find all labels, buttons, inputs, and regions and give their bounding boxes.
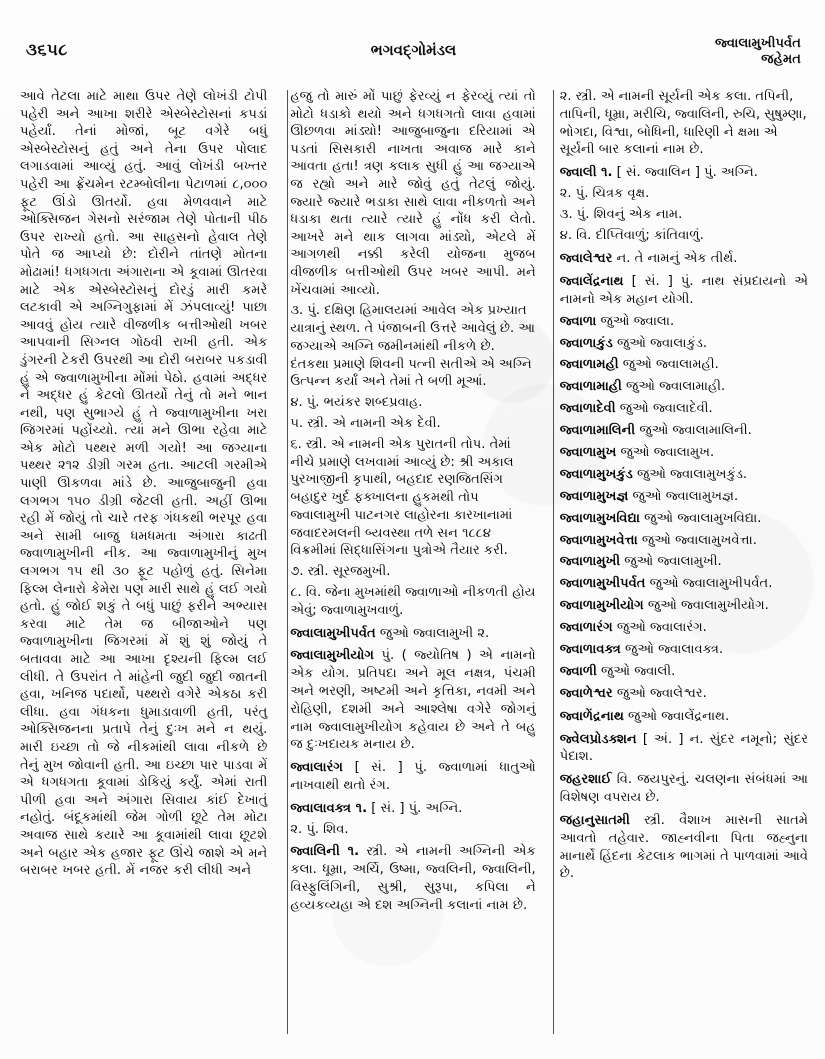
cross-reference-entry xyxy=(560,422,808,440)
sense-definition: ૨. પું. શિવ. xyxy=(290,821,349,837)
dictionary-entry xyxy=(560,708,808,726)
entry-definition: જુઓ જ્વાલેશ્વર. xyxy=(612,685,707,701)
dictionary-entry xyxy=(290,759,535,795)
cross-reference-entry xyxy=(560,532,808,550)
column-2 xyxy=(278,88,546,1040)
guide-words xyxy=(715,36,801,68)
entry-definition: [ સં. ] પું. જ્વાળામાં ધાતુઓ નાખવાથી થતો રંગ. xyxy=(290,760,536,794)
entry-definition: સ્ત્રી. વૈશાખ માસની સાતમે આવતો તહેવાર. જાહ્નવીના પિતા જહ્નુના માનાર્થે હિંદના કેટલાક ભાગમાં તે પાળવામાં આવે છે. xyxy=(559,813,809,882)
cross-reference-entry xyxy=(560,400,808,418)
entry-headword: જ્વાળાવક્ત્ર xyxy=(559,641,621,657)
cross-reference-entry xyxy=(560,378,808,396)
sense-definition: ૨. પું. ચિત્રક વૃક્ષ. xyxy=(559,186,650,202)
entry-definition: પું. ( જ્યોતિષ ) એ નામનો એક યોગ. પ્રતિપદા અને મૂલ નક્ષત્ર, પંચમી અને ભરણી, અષ્ટમી અને કૃત્તિકા, નવમી અને રોહિણી, દશમી અને આશ્લેષા વગેરે જોગનું નામ જ્વાલામુખીયોગ કહેવાય છે અને તે બહુ જ દુઃખદાયક મનાય છે. xyxy=(290,648,536,753)
entry-definition: જુઓ જ્વાલાદેવી. xyxy=(615,401,713,417)
cross-reference-entry xyxy=(560,313,808,331)
entry-definition: જુઓ જ્વાલામુખકુંડ. xyxy=(632,466,748,482)
entry-definition: જુઓ જ્વાલેંદ્રનાથ. xyxy=(623,708,730,724)
cross-reference-entry xyxy=(560,575,808,593)
entry-headword: જ્વાલામુખીપર્વત xyxy=(290,625,376,641)
dictionary-entry xyxy=(560,731,808,767)
entry-definition: ન. તે નામનું એક તીર્થ. xyxy=(612,250,738,266)
column-3 xyxy=(547,88,808,1040)
text-columns xyxy=(20,88,808,1040)
entry-headword: જ્વાળેશ્વર xyxy=(559,685,613,701)
sense-definition: ૪. વિ. દીપ્તિવાળું; કાંતિવાળું. xyxy=(559,227,704,243)
entry-definition: જુઓ જ્વાલારંગ. xyxy=(612,620,707,636)
entry-definition: જુઓ જ્વાલાકુંડ. xyxy=(612,335,708,351)
entry-definition: જુઓ જ્વાલામુખીપર્વત. xyxy=(645,576,773,592)
entry-definition: [ સં. ] પું. નાથ સંપ્રદાયનો એ નામનો એક મહાન યોગી. xyxy=(559,273,809,307)
sense-definition: ૩. પું. શિવનું એક નામ. xyxy=(559,206,683,222)
entry-definition: [ સં. ] પું. અગ્નિ. xyxy=(367,800,463,816)
narrative-paragraph-continued: હજુ તો મારું મોં પાછું ફેરવ્યું ન ફેરવ્યું ત્યાં તો મોટો ધડાકો થયો અને ધગધગતો લાવા હવામાં ઊછળવા માંડ્યો! આજુબાજુના દરિયામાં એ પડતાં સિસકારી નાખતા અવાજ મારે કાને આવતા હતા! ત્રણ કલાક સુધી હું આ જગ્યાએ જ રહ્યો અને મારે જોવું હતું તેટલું જોયું. જ્યારે જ્યારે ભડાકા સાથે લાવા નીકળતો અને ધડાકા થતા ત્યારે ત્યારે હું નોંધ કરી લેતો. આખરે મને થાક લાગવા માંડ્યો, એટલે મેં આગળથી નક્કી કરેલી યોજના મુજબ વીજળીક બત્તીઓથી ઉપર ખબર આપી. મને ખેંચવામાં આવ્યો. xyxy=(290,89,536,298)
entry-headword: જ્વાળામુખવિદ્યા xyxy=(559,510,640,526)
cross-reference-entry xyxy=(560,488,808,506)
narrative-paragraph: આવે તેટલા માટે માથા ઉપર તેણે લોખંડી ટોપી પહેરી અને આખા શરીરે એસ્બેસ્ટોસનાં કપડાં પહેર્યાં. તેનાં મોજાં, બૂટ વગેરે બધું એસ્બેસ્ટોસનું હતું અને તેના ઉપર પોલાદ લગાડવામાં આવ્યું હતું. આવું લોખંડી બખ્તર પહેરી આ ફ્રેંચમેન રટમ્બોલીના પેટાળમાં ૮,૦૦૦ ફૂટ ઊંડો ઊતર્યો. હવા મેળવવાને માટે ઓક્સિજન ગેસનો સરંજામ તેણે પોતાની પીઠ ઉપર રાખ્યો હતો. આ સાહસનો હેવાલ તેણે પોતે જ આપ્યો છે: દોરીને તાંતણે મોતના મોઢામાં! ધગધગતા અંગારાના એ કૂવામાં ઊતરવા માટે એક એસ્બેસ્ટોસનું દોરડું મારી કમરે લટકાવી એ અગ્નિગુફામાં મેં ઝંપલાવ્યું! પાછા આવવું હોય ત્યારે વીજળીક બત્તીઓથી ખબર આપવાની સિગ્નલ ગોઠવી રાખી હતી. એક ડુંગરની ટેકરી ઉપરથી આ દોરી બરાબર પકડાવી હું એ જ્વાળામુખીના મોંમાં પેઠો. હવામાં અદ્ધર ને અદ્ધર હું કેટલો ઊતર્યો તેનું તો મને ભાન નથી, પણ સુભાગ્યે હું તે જ્વાળામુખીના ખરા જિગરમાં પહોંચ્યો. ત્યાં મને ઊભા રહેવા માટે એક મોટો પથ્થર મળી ગયો! આ જગ્યાના પથ્થર ૨૧૨ ડીગ્રી ગરમ હતા. આટલી ગરમીએ પાણી ઊકળવા માંડે છે. આજુબાજુની હવા લગભગ ૧૫૦ ડીગ્રી જેટલી હતી. અહીં ઊભા રહી મેં જોયું તો ચારે તરફ ગંધકથી ભરપૂર હવા અને સામી બાજુ ધમધમતા અંગારા કાઢતી જ્વાળામુખીની નીક. આ જ્વાળામુખીનું મુખ લગભગ ૧૫ થી ૩૦ ફૂટ પહોળું હતું. સિનેમા ફિલ્મ લેનારો કેમેરા પણ મારી સાથે હું લઈ ગયો હતો. હું જોઈ શકું તે બધું પાછું ફરીને અભ્યાસ કરવા માટે તેમ જ બીજાઓને પણ જ્વાળામુખીના જિગરમાં મેં શું શું જોયું તે બતાવવા માટે આ આખા દૃશ્યની ફિલ્મ લઈ લીધી. તે ઉપરાંત તે માંહેની જુદી જુદી જાતની હવા, ખનિજ પદાર્થો, પથ્થરો વગેરે એકઠા કરી લીધા. હવા ગંધકના ધુમાડાવાળી હતી, પરંતુ ઓક્સિજનના પ્રતાપે તેનું દુઃખ મને ન થયું. મારી ઇચ્છા તો જે નીકમાંથી લાવા નીકળે છે તેનું મુખ જોવાની હતી. આ ઇચ્છા પાર પાડવા મેં એ ધગધગતા કૂવામાં ડોકિયું કર્યું. એમાં રાતી પીળી હવા અને અંગારા સિવાય કાંઈ દેખાતું નહોતું. બંદૂકમાંથી જેમ ગોળી છૂટે તેમ મોટા અવાજ સાથે કયારે આ કૂવામાંથી લાવા છૂટશે અને બહાર એક હજાર ફૂટ ઊંચે જાશે એ મને બરાબર ખબર હતી. મેં નજર કરી લીધી અને xyxy=(20,89,268,879)
entry-definition: [ અં. ] ન. સુંદર નમૂનો; સુંદર પેદાશ. xyxy=(559,731,809,765)
entry-definition: જુઓ જ્વાલામુખી. xyxy=(620,554,722,570)
entry-headword: જ્વાળામુખજ્ઞ xyxy=(559,488,629,504)
cross-reference-entry xyxy=(560,641,808,659)
cross-reference-entry xyxy=(560,444,808,462)
sense-definition: ૭. સ્ત્રી. સૂરજમુખી. xyxy=(290,564,391,580)
dictionary-entry xyxy=(290,625,535,643)
entry-headword: જ્વેલપ્રોડક્શન xyxy=(559,731,637,747)
entry-headword: જ્વાળામુખ xyxy=(559,444,617,460)
cross-reference-entry xyxy=(560,510,808,528)
entry-headword: જ્વાળામુખીપર્વત xyxy=(559,576,646,592)
dictionary-entry xyxy=(560,250,808,268)
running-head xyxy=(26,34,801,82)
entry-headword: જ્વાલિની ૧. xyxy=(290,844,360,860)
entry-headword: જ્વાળામુખીયોગ xyxy=(559,598,644,614)
entry-definition: જુઓ જ્વાલામાહી. xyxy=(621,379,726,395)
book-title: ભગવદ્ગોમંડલ xyxy=(370,41,457,59)
entry-definition: જુઓ જ્વાલા. xyxy=(596,313,675,329)
cross-reference-entry xyxy=(560,335,808,353)
entry-headword: જ્વાલાવક્ત્ર ૧. xyxy=(290,800,368,816)
entry-headword: જ્વાલેશ્વર xyxy=(559,250,613,266)
sense-definition: ૨. સ્ત્રી. એ નામની સૂર્યની એક કલા. તપિની, તાપિની, ધૂમ્રા, મરીચિ, જ્વાલિની, રુચિ, સુષુમ્ણા, ભોગદા, વિશ્વા, બોધિની, ધારિણી ને ક્ષમા એ સૂર્યની બાર કલાનાં નામ છે. xyxy=(559,89,807,158)
entry-headword: જ્વાળામાલિની xyxy=(559,423,636,439)
dictionary-entry xyxy=(290,647,535,754)
cross-reference-entry xyxy=(560,553,808,571)
dictionary-entry xyxy=(290,800,535,818)
cross-reference-entry xyxy=(560,466,808,484)
entry-headword: જ્વાળારંગ xyxy=(559,620,613,636)
dictionary-entry xyxy=(560,273,808,309)
entry-headword: જ્વાલેંદ્રનાથ xyxy=(559,273,624,289)
entry-headword: જહરશાઈ xyxy=(559,772,612,788)
sense-definition: ૩. પું. દક્ષિણ હિમાલયમાં આવેલ એક પ્રખ્યાત યાત્રાનું સ્થળ. તે પંજાબની ઉત્તરે આવેલું છે. આ જગ્યાએ અગ્નિ જમીનમાંથી નીકળે છે. દંતકથા પ્રમાણે શિવની પત્ની સતીએ એ અગ્નિ ઉત્પન્ન કર્યાં અને તેમાં તે બળી મૂઆં. xyxy=(290,303,536,390)
sense-definition: ૬. સ્ત્રી. એ નામની એક પુરાતની તોપ. તેમાં નીચે પ્રમાણે લખવામાં આવ્યું છે: શ્રી અકાલ પુરખાજીની કૃપાથી, બહદાદ રણજિતસિંગ બહાદુર ખુર્દ ફક્ખાલના હુકમથી તોપ જ્વાલામુખી પાટનગર લાહોરના કારખાનામાં જવાદરમલની બ્યવસ્થા તળે સન ૧૮૮૪ વિક્રમીમાં સિદ્ધાસિંગના પુત્રોએ તૈયાર કરી. xyxy=(290,436,514,559)
entry-definition: સ્ત્રી. એ નામની અગ્નિની એક કલા. ધૂમ્રા, અર્ચિ, ઉષ્મા, જ્વલિની, જ્વાલિની, વિસ્ફુલિંગિની, સુશ્રી, સુરૂપા, કપિલા ને હવ્યકવ્યહા એ દશ અગ્નિની કલાનાં નામ છે. xyxy=(290,844,536,913)
entry-headword: જ્વાળામુખી xyxy=(559,554,621,570)
dictionary-entry xyxy=(290,843,535,914)
entry-definition: જુઓ જ્વાલામુખીયોગ. xyxy=(643,598,769,614)
guide-word-last: જહેમત xyxy=(761,52,801,68)
cross-reference-entry xyxy=(560,663,808,681)
entry-headword: જ્વાળા xyxy=(559,313,597,329)
entry-definition: જુઓ જ્વાલી. xyxy=(596,663,676,679)
entry-headword: જ્વાળામાહી xyxy=(559,379,622,395)
entry-definition: જુઓ જ્વાલામુખવિદ્યા. xyxy=(639,510,762,526)
entry-headword: જ્વાલારંગ xyxy=(290,760,343,776)
dictionary-entry xyxy=(560,771,808,807)
cross-reference-entry xyxy=(560,619,808,637)
entry-definition: જુઓ જ્વાલામુખ. xyxy=(616,444,715,460)
entry-headword: જ્વાળામુખકુંડ xyxy=(559,466,633,482)
sense-definition: ૮. વિ. જેના મુખમાંથી જ્વાળાઓ નીકળતી હોય એવું; જ્વાળામુખવાળું. xyxy=(290,585,536,618)
sense-definition: ૪. પું. ભયંકર શબ્દપ્રવાહ. xyxy=(290,395,423,411)
entry-headword: જ્વાળામહી xyxy=(559,357,619,373)
guide-word-first: જ્વાલામુખીપર્વત xyxy=(714,36,801,51)
sense-definition: ૫. સ્ત્રી. એ નામની એક દેવી. xyxy=(290,415,441,431)
entry-definition: જુઓ જ્વાલાવક્ત્ર. xyxy=(620,641,724,657)
entry-definition: વિ. જયપુરનું. ચલણના સંબંધમાં આ વિશેષણ વપરાય છે. xyxy=(559,772,809,806)
entry-definition: [ સં. જ્વાલિન ] પું. અગ્નિ. xyxy=(612,165,758,181)
entry-definition: જુઓ જ્વાલામુખી ૨. xyxy=(375,625,490,641)
dictionary-entry xyxy=(560,164,808,182)
entry-headword: જ્વાલામુખીયોગ xyxy=(290,648,374,664)
cross-reference-entry xyxy=(560,356,808,374)
entry-headword: જહાનુસાતમી xyxy=(559,813,630,829)
entry-definition: જુઓ જ્વાલામુખજ્ઞ. xyxy=(628,488,739,504)
entry-headword: જ્વાળાદેવી xyxy=(559,401,616,417)
column-1 xyxy=(20,88,278,1040)
entry-definition: જુઓ જ્વાલામુખવેત્તા. xyxy=(637,532,757,548)
entry-headword: જ્વાળામુખવેત્તા xyxy=(559,532,638,548)
dictionary-entry xyxy=(560,812,808,883)
entry-headword: જ્વાળી xyxy=(559,663,597,679)
page-folio-number: ૩૬૫૮ xyxy=(26,40,68,59)
cross-reference-entry xyxy=(560,597,808,615)
entry-headword: જ્વાળાકુંડ xyxy=(559,335,613,351)
entry-definition: જુઓ જ્વાલામહી. xyxy=(618,357,719,373)
entry-headword: જ્વાળેંદ્રનાથ xyxy=(559,708,624,724)
entry-headword: જ્વાલી ૧. xyxy=(559,165,613,181)
entry-definition: જુઓ જ્વાલામાલિની. xyxy=(635,423,752,439)
cross-reference-entry xyxy=(560,685,808,703)
